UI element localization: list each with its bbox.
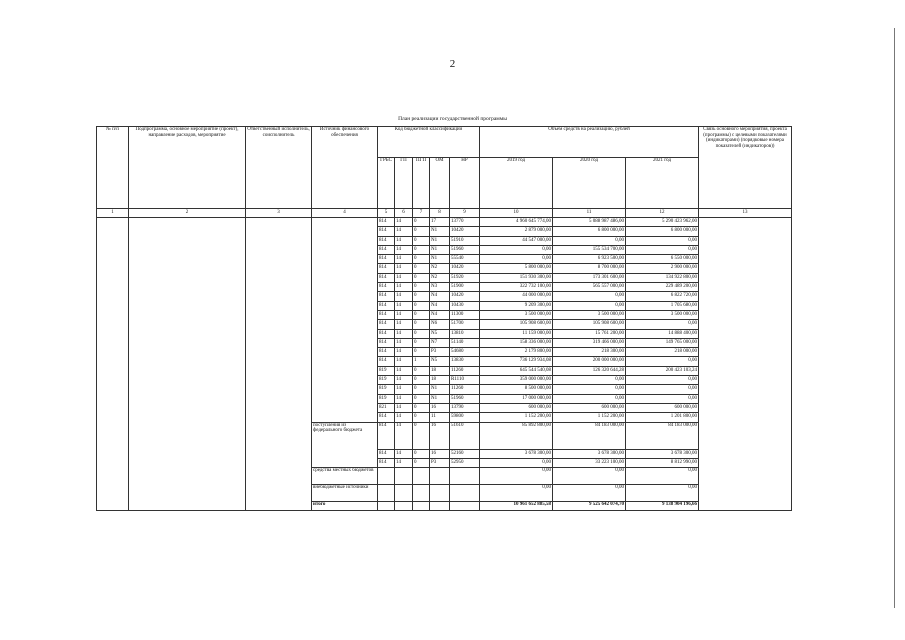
amount-2021-cell: 0,00 [626,357,699,366]
om-cell: N1 [430,245,450,254]
pgp-cell: 0 [413,320,430,329]
amount-2020-cell: 319 466 000,00 [553,338,626,347]
om-cell: 18 [430,376,450,385]
pgp-cell: 0 [413,329,430,338]
nr-cell: 11260 [450,385,480,394]
amount-2019-cell: 736 129 934,08 [480,357,553,366]
gp-cell: 14 [395,357,413,366]
gp-cell: 14 [395,227,413,236]
om-cell: N2 [430,264,450,273]
om-cell: 17 [430,218,450,227]
local-budget-2020-cell: 0,00 [553,468,626,485]
empty-code-cell [413,485,430,502]
grbs-cell: 814 [378,449,395,458]
amount-2019-cell: 105 908 600,00 [480,320,553,329]
gp-cell: 14 [395,236,413,245]
amount-2021-cell: 149 765 000,00 [626,338,699,347]
nr-cell: 52160 [450,449,480,458]
amount-2019-cell: 600 000,00 [480,403,553,412]
grbs-cell: 814 [378,264,395,273]
amount-2020-cell: 6 800 000,00 [553,227,626,236]
pgp-cell: 0 [413,292,430,301]
grbs-cell: 814 [378,273,395,282]
gp-cell: 14 [395,320,413,329]
nr-cell: 51960 [450,245,480,254]
header-pgp: ПГП [413,158,430,209]
amount-2020-cell: 0,00 [553,385,626,394]
amount-2020-cell: 0,00 [553,394,626,403]
gp-cell: 14 [395,413,413,422]
amount-2019-cell: 322 732 100,00 [480,283,553,292]
amount-2020-cell: 218 300,00 [553,348,626,357]
amount-2020-cell: 155 534 700,00 [553,245,626,254]
pgp-cell: 0 [413,366,430,375]
col-number: 8 [430,209,450,218]
nr-cell: 59800 [450,413,480,422]
amount-2019-cell: 3 500 000,00 [480,310,553,319]
amount-2019-cell: 0,00 [480,458,553,467]
nr-cell: 11300 [450,310,480,319]
header-source: Источник финансового обеспечения [312,127,378,209]
amount-2020-cell: 5 088 987 486,00 [553,218,626,227]
gp-cell: 14 [395,422,413,449]
om-cell: P3 [430,458,450,467]
amount-2021-cell: 6 550 000,00 [626,255,699,264]
nr-cell: 10430 [450,301,480,310]
empty-code-cell [430,502,450,511]
pgp-cell: 0 [413,413,430,422]
om-cell: 16 [430,403,450,412]
grbs-cell: 814 [378,329,395,338]
gp-cell: 14 [395,329,413,338]
extra-budget-label: внебюджетные источники [312,485,378,502]
extra-budget-2021-cell: 0,00 [626,485,699,502]
local-budget-2021-cell: 0,00 [626,468,699,485]
gp-cell: 14 [395,348,413,357]
pgp-cell: 0 [413,283,430,292]
amount-2020-cell: 126 320 644,28 [553,366,626,375]
om-cell: N2 [430,273,450,282]
col-number: 1 [97,209,129,218]
pgp-cell: 0 [413,310,430,319]
nr-cell: 10420 [450,292,480,301]
total-2021-cell: 9 138 904 196,66 [626,502,699,511]
header-row-1 [97,127,792,158]
amount-2020-cell: 15 761 200,00 [553,329,626,338]
header-grbs: ГРБС [378,158,395,209]
col-number: 2 [129,209,246,218]
amount-2019-cell: 5 800 000,00 [480,264,553,273]
header-kbk: Код бюджетной классификации [378,127,480,158]
pgp-cell: 0 [413,273,430,282]
om-cell: N1 [430,394,450,403]
amount-2021-cell: 134 922 800,00 [626,273,699,282]
amount-2019-cell: 85 892 800,00 [480,422,553,449]
column-numbers-row [97,209,792,218]
om-cell: N4 [430,301,450,310]
gp-cell: 14 [395,449,413,458]
header-nr: НР [450,158,480,209]
om-cell: N7 [430,338,450,347]
header-num: № п/п [97,127,129,209]
amount-2021-cell: 2 900 000,00 [626,264,699,273]
empty-code-cell [450,468,480,485]
amount-2019-cell: 158 336 000,00 [480,338,553,347]
document-title: План реализации государственной программы [398,116,507,122]
om-cell: N4 [430,310,450,319]
grbs-cell: 814 [378,348,395,357]
amount-2020-cell: 105 908 600,00 [553,320,626,329]
amount-2019-cell: 44 547 000,00 [480,236,553,245]
gp-cell: 14 [395,376,413,385]
pgp-cell: 0 [413,245,430,254]
header-funds: Объем средств на реализацию, рублей [480,127,699,158]
nr-cell: 51900 [450,283,480,292]
empty-code-cell [378,502,395,511]
pgp-cell: 0 [413,403,430,412]
om-cell: N5 [430,357,450,366]
empty-code-cell [413,468,430,485]
gp-cell: 14 [395,255,413,264]
federal-source-label: поступления из федерального бюджета [312,422,378,468]
amount-2019-cell: 1 152 200,00 [480,413,553,422]
grbs-cell: 814 [378,338,395,347]
amount-2019-cell: 0,00 [480,255,553,264]
grbs-cell: 814 [378,292,395,301]
table-row [97,218,792,227]
total-2020-cell: 9 525 642 074,70 [553,502,626,511]
amount-2021-cell: 1 201 800,00 [626,413,699,422]
pgp-cell: 0 [413,385,430,394]
amount-2019-cell: 9 209 300,00 [480,301,553,310]
amount-2019-cell: 151 930 300,00 [480,273,553,282]
header-subprogram: Подпрограмма, основное мероприятие (проект), направление расходов, мероприятие [129,127,246,209]
local-budget-2019-cell: 0,00 [480,468,553,485]
grbs-cell: 819 [378,394,395,403]
grbs-cell: 814 [378,255,395,264]
col-number: 13 [699,209,792,218]
om-cell: N6 [430,320,450,329]
col-number: 7 [413,209,430,218]
empty-code-cell [430,468,450,485]
nr-cell: 51140 [450,338,480,347]
empty-code-cell [430,485,450,502]
amount-2019-cell: 2 179 800,00 [480,348,553,357]
gp-cell: 14 [395,458,413,467]
pgp-cell: 0 [413,301,430,310]
grbs-cell: 819 [378,376,395,385]
empty-code-cell [378,468,395,485]
om-cell: N1 [430,236,450,245]
amount-2021-cell: 0,00 [626,385,699,394]
amount-2019-cell: 3 678 300,00 [480,449,553,458]
amount-2020-cell: 0,00 [553,292,626,301]
pgp-cell: 0 [413,348,430,357]
amount-2021-cell: 229 489 200,00 [626,283,699,292]
empty-code-cell [450,502,480,511]
amount-2021-cell: 8 812 990,00 [626,458,699,467]
grbs-cell: 814 [378,422,395,449]
nr-cell: 51920 [450,273,480,282]
nr-cell: 54680 [450,348,480,357]
header-2019: 2019 год [480,158,553,209]
responsible-merged-cell [246,218,312,511]
grbs-cell: 819 [378,366,395,375]
grbs-cell: 814 [378,357,395,366]
amount-2019-cell: 2 879 000,00 [480,227,553,236]
amount-2021-cell: 6 822 720,00 [626,292,699,301]
om-cell: N1 [430,227,450,236]
extra-budget-2019-cell: 0,00 [480,485,553,502]
col-number: 3 [246,209,312,218]
header-om: ОМ [430,158,450,209]
header-indicators: Связь основного мероприятия, проекта (программы) с целевыми показателями (индикаторами) (порядковые номера показателей (индикаторов)) [699,127,792,209]
pgp-cell: 0 [413,458,430,467]
om-cell: 18 [430,366,450,375]
col-number: 9 [450,209,480,218]
amount-2021-cell: 3 678 300,00 [626,449,699,458]
grbs-cell: 814 [378,218,395,227]
amount-2019-cell: 11 159 000,00 [480,329,553,338]
empty-code-cell [378,485,395,502]
om-cell: N4 [430,292,450,301]
amount-2019-cell: 0,00 [480,245,553,254]
grbs-cell: 821 [378,403,395,412]
om-cell: N1 [430,255,450,264]
gp-cell: 14 [395,283,413,292]
amount-2021-cell: 1 705 680,00 [626,301,699,310]
gp-cell: 14 [395,338,413,347]
empty-code-cell [413,502,430,511]
gp-cell: 14 [395,245,413,254]
grbs-cell: 814 [378,413,395,422]
page-number: 2 [449,58,456,70]
amount-2021-cell: 0,00 [626,320,699,329]
amount-2021-cell: 84 183 000,00 [626,422,699,449]
om-cell: N5 [430,329,450,338]
om-cell: N1 [430,385,450,394]
subprogram-merged-cell [129,218,246,511]
amount-2019-cell: 359 000 000,00 [480,376,553,385]
amount-2020-cell: 1 152 200,00 [553,413,626,422]
nr-cell: 10420 [450,227,480,236]
om-cell: 16 [430,449,450,458]
amount-2020-cell: 173 301 600,00 [553,273,626,282]
grbs-cell: 814 [378,283,395,292]
pgp-cell: 0 [413,236,430,245]
gp-cell: 14 [395,385,413,394]
amount-2020-cell: 0,00 [553,301,626,310]
nr-cell: 13810 [450,329,480,338]
nr-cell: 52950 [450,458,480,467]
grbs-cell: 814 [378,320,395,329]
nr-cell: 13770 [450,218,480,227]
amount-2021-cell: 5 290 423 962,00 [626,218,699,227]
amount-2019-cell: 8 500 000,00 [480,385,553,394]
gp-cell: 14 [395,264,413,273]
pgp-cell: 0 [413,264,430,273]
amount-2021-cell: 14 888 400,00 [626,329,699,338]
col-number: 11 [553,209,626,218]
header-responsible: Ответственный исполнитель, соисполнитель [246,127,312,209]
nr-cell: 10420 [450,264,480,273]
amount-2020-cell: 6 923 500,00 [553,255,626,264]
nr-cell: 51610 [450,422,480,449]
amount-2021-cell: 3 500 000,00 [626,310,699,319]
amount-2021-cell: 0,00 [626,245,699,254]
gp-cell: 14 [395,218,413,227]
grbs-cell: 814 [378,245,395,254]
nr-cell: 11260 [450,366,480,375]
nr-cell: R1110 [450,376,480,385]
grbs-cell: 814 [378,458,395,467]
grbs-cell: 814 [378,301,395,310]
col-number: 12 [626,209,699,218]
gp-cell: 14 [395,366,413,375]
pgp-cell: 0 [413,376,430,385]
pgp-cell: 1 [413,357,430,366]
gp-cell: 14 [395,310,413,319]
nr-cell: 51700 [450,320,480,329]
nr-cell: 51960 [450,394,480,403]
amount-2021-cell: 6 800 000,00 [626,227,699,236]
grbs-cell: 814 [378,310,395,319]
extra-budget-2020-cell: 0,00 [553,485,626,502]
pgp-cell: 0 [413,218,430,227]
om-cell: 16 [430,422,450,449]
col-number: 6 [395,209,413,218]
amount-2019-cell: 4 960 645 774,00 [480,218,553,227]
amount-2019-cell: 17 000 000,00 [480,394,553,403]
nr-cell: 13830 [450,357,480,366]
grbs-cell: 814 [378,227,395,236]
gp-cell: 14 [395,403,413,412]
amount-2020-cell: 200 000 000,00 [553,357,626,366]
amount-2021-cell: 0,00 [626,236,699,245]
indicators-merged-cell [699,218,792,511]
amount-2019-cell: 44 000 000,00 [480,292,553,301]
grbs-cell: 814 [378,236,395,245]
om-cell: 11 [430,413,450,422]
header-2021: 2021 год [626,158,699,209]
nr-cell: 55540 [450,255,480,264]
pgp-cell: 0 [413,449,430,458]
header-2020: 2020 год [553,158,626,209]
col-number: 4 [312,209,378,218]
amount-2020-cell: 8 700 000,00 [553,264,626,273]
pgp-cell: 0 [413,394,430,403]
om-cell: N3 [430,283,450,292]
gp-cell: 14 [395,292,413,301]
amount-2020-cell: 3 678 300,00 [553,449,626,458]
col-number: 10 [480,209,553,218]
amount-2020-cell: 3 500 000,00 [553,310,626,319]
total-label: итого [312,502,378,511]
empty-code-cell [395,502,413,511]
nr-cell: 51910 [450,236,480,245]
amount-2021-cell: 600 000,00 [626,403,699,412]
num-merged-cell [97,218,129,511]
amount-2020-cell: 600 000,00 [553,403,626,412]
pgp-cell: 0 [413,422,430,449]
empty-code-cell [450,485,480,502]
amount-2020-cell: 0,00 [553,376,626,385]
local-budget-label: средства местных бюджетов [312,468,378,485]
col-number: 5 [378,209,395,218]
amount-2021-cell: 0,00 [626,376,699,385]
grbs-cell: 819 [378,385,395,394]
amount-2020-cell: 84 183 000,00 [553,422,626,449]
amount-2020-cell: 33 223 100,00 [553,458,626,467]
program-plan-table [96,126,792,511]
source-merged-cell [312,218,378,423]
amount-2020-cell: 0,00 [553,236,626,245]
amount-2020-cell: 565 557 000,00 [553,283,626,292]
amount-2021-cell: 200 423 103,24 [626,366,699,375]
scan-edge-line [894,28,895,608]
pgp-cell: 0 [413,227,430,236]
empty-code-cell [395,468,413,485]
nr-cell: 13790 [450,403,480,412]
amount-2021-cell: 218 000,00 [626,348,699,357]
pgp-cell: 0 [413,338,430,347]
total-2019-cell: 10 961 652 885,58 [480,502,553,511]
header-gp: ГП [395,158,413,209]
om-cell: P3 [430,348,450,357]
gp-cell: 14 [395,273,413,282]
pgp-cell: 0 [413,255,430,264]
gp-cell: 14 [395,394,413,403]
empty-code-cell [395,485,413,502]
amount-2021-cell: 0,00 [626,394,699,403]
gp-cell: 14 [395,301,413,310]
amount-2019-cell: 645 544 540,08 [480,366,553,375]
